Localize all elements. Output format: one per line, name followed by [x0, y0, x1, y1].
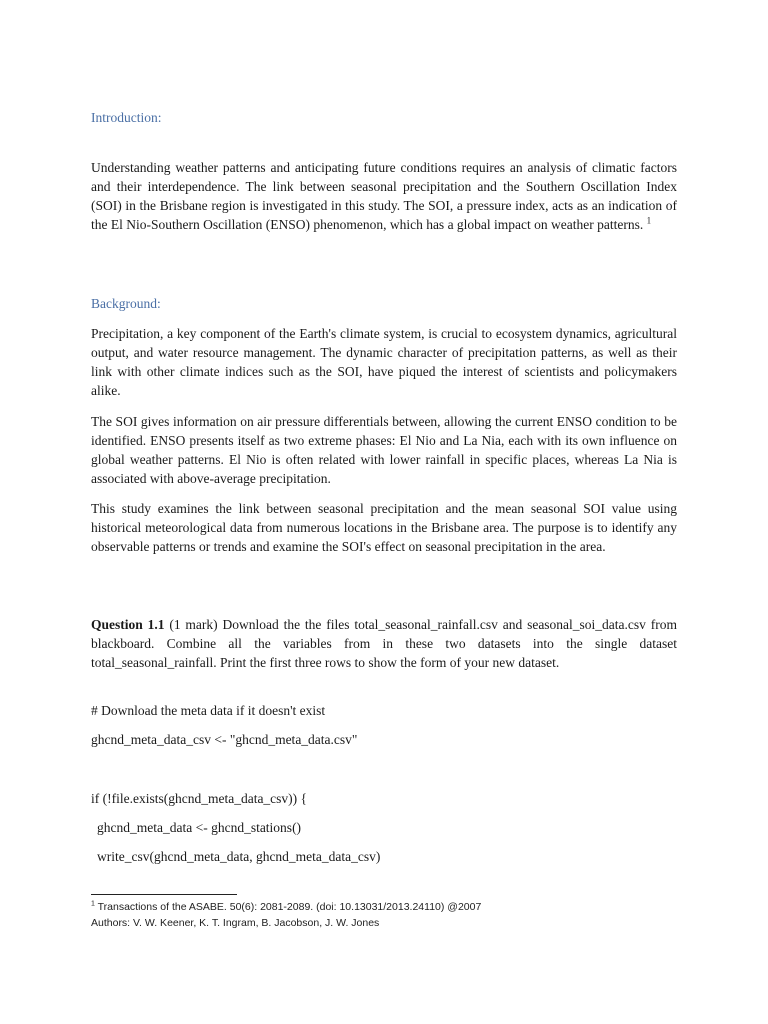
footnote-authors: Authors: V. W. Keener, K. T. Ingram, B. Jacobson, J. W. Jones [91, 917, 380, 929]
footnote-reference[interactable]: 1 [646, 215, 652, 226]
introduction-text: Understanding weather patterns and anticipating future conditions requires an analysis of climatic factors and their interdependence. The link between seasonal precipitation and the Southern Oscillation Index (SOI) in the Brisbane region is investigated in this study. The SOI, a pressure index, acts as an indication of the El Nio-Southern Oscillation (ENSO) phenomenon, which has a global impact on weather patterns. [91, 160, 677, 232]
code-line-assignment: ghcnd_meta_data_csv <- "ghcnd_meta_data.csv" [91, 732, 358, 747]
footnote-marker: 1 [91, 900, 95, 908]
background-heading: Background: [91, 296, 161, 311]
question-text: (1 mark) Download the the files total_seasonal_rainfall.csv and seasonal_soi_data.csv from blackboard. Combine all the variables from in these two datasets into the single dataset total_seasonal_rainfall. Print the first three rows to show the form of your new dataset. [91, 617, 677, 670]
introduction-paragraph [91, 158, 677, 234]
footnote-separator [91, 894, 237, 895]
footnote-citation-text: Transactions of the ASABE. 50(6): 2081-2089. (doi: 10.13031/2013.24110) @2007 [94, 901, 482, 913]
background-paragraph-1: Precipitation, a key component of the Earth's climate system, is crucial to ecosystem dynamics, agricultural output, and water resource management. The dynamic character of precipitation patterns, as well as their link with other climate indices such as the SOI, have piqued the interest of scientists and policymakers alike. [91, 326, 677, 398]
background-paragraph-3: This study examines the link between seasonal precipitation and the mean seasonal SOI value using historical meteorological data from numerous locations in the Brisbane area. The purpose is to identify any observable patterns or trends and examine the SOI's effect on seasonal precipitation in the area. [91, 501, 677, 554]
background-paragraph-2: The SOI gives information on air pressure differentials between, allowing the current ENSO condition to be identified. ENSO presents itself as two extreme phases: El Nio and La Nia, each with its own influence on global weather patterns. El Nio is often related with lower rainfall in specific places, whereas La Nia is associated with above-average precipitation. [91, 414, 677, 486]
introduction-heading: Introduction: [91, 110, 162, 125]
question-paragraph [91, 615, 677, 672]
question-label: Question 1.1 [91, 617, 165, 632]
code-line-if: if (!file.exists(ghcnd_meta_data_csv)) { [91, 791, 308, 806]
code-line-stations: ghcnd_meta_data <- ghcnd_stations() [97, 820, 302, 835]
code-line-write: write_csv(ghcnd_meta_data, ghcnd_meta_data_csv) [97, 849, 381, 864]
footnote-citation [91, 900, 481, 915]
code-line-comment: # Download the meta data if it doesn't exist [91, 703, 326, 718]
